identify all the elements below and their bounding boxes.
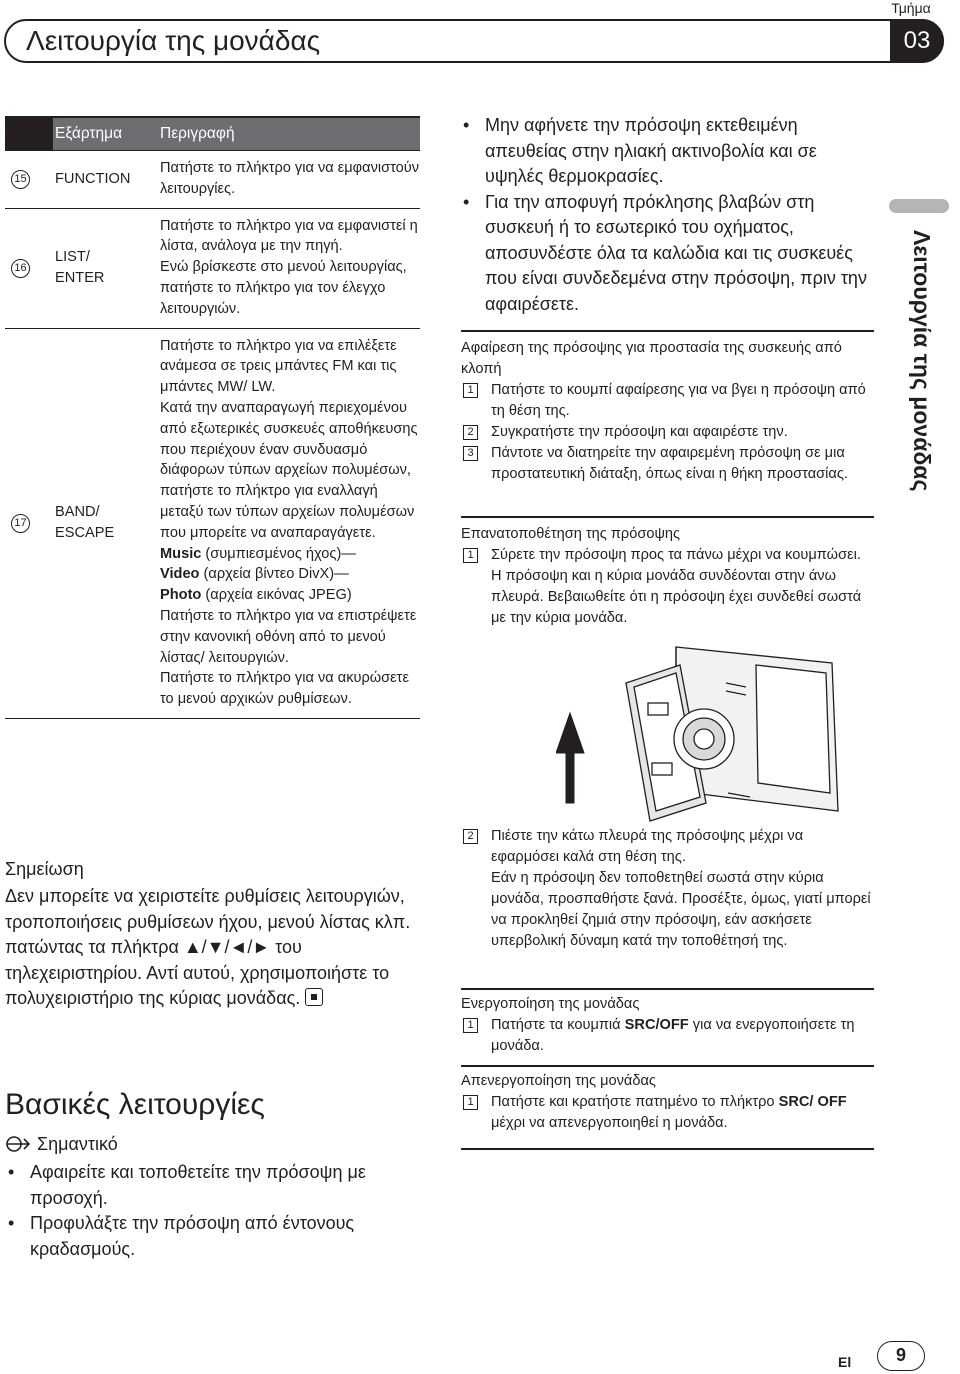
procedure-title: Απενεργοποίηση της μονάδας (461, 1073, 656, 1089)
step-number: 1 (463, 1095, 478, 1110)
note-heading: Σημείωση (5, 859, 84, 879)
step-number: 2 (463, 829, 478, 844)
media-type-desc: (συμπιεσμένος ήχος)— (201, 545, 356, 562)
step-number: 3 (463, 446, 478, 461)
list-item: • Προφυλάξτε την πρόσοψη από έντονους κραδασμούς. (5, 1211, 405, 1262)
step-text-part: για να ενεργοποιήσετε τη μονάδα. (491, 1017, 855, 1054)
procedure-step (461, 1015, 874, 1057)
procedure-step (461, 380, 874, 422)
step-note: Η πρόσοψη και η κύρια μονάδα συνδέονται στην άνω πλευρά. Βεβαιωθείτε ότι η πρόσοψη έχει συνδεθεί σωστά με την κύρια μονάδα. (491, 568, 862, 626)
step-note: Εάν η πρόσοψη δεν τοποθετηθεί σωστά στην κύρια μονάδα, προσπαθήστε ξανά. Προσέξτε, όμως, γιατί μπορεί να προκληθεί ζημιά στην πρόσοψη, εάν ασκήσετε υπερβολική δύναμη κατά την τοποθέτησή της. (491, 870, 871, 949)
row-description-text: Πατήστε το πλήκτρο για να εμφανιστεί η λίστα, ανάλογα με την πηγή. Ενώ βρίσκεστε στο μενού λειτουργίας, πατήστε το πλήκτρο για τον έλεγχο λειτουργιών. (160, 217, 418, 317)
list-item: • Μην αφήνετε την πρόσοψη εκτεθειμένη απευθείας στην ηλιακή ακτινοβολία και σε υψηλές θερμοκρασίες. (460, 113, 875, 190)
procedure-step (461, 826, 874, 868)
procedure-step (461, 443, 874, 485)
reattach-panel-step-2 (461, 826, 874, 952)
end-of-section-icon (305, 988, 323, 1006)
important-list (5, 1160, 405, 1262)
media-type-label: Photo (160, 587, 202, 604)
step-text-part: Πατήστε τα κουμπιά (491, 1017, 625, 1033)
procedure-title: Αφαίρεση της πρόσοψης για προστασία της συσκευής από κλοπή (461, 340, 842, 377)
section-label: Τμήμα (891, 0, 931, 16)
table-row (5, 151, 420, 209)
step-text-part: Πατήστε και κρατήστε πατημένο το πλήκτρο (491, 1094, 779, 1110)
step-text: Πατήστε το κουμπί αφαίρεσης για να βγει η πρόσοψη από τη θέση της. (491, 382, 866, 419)
key-name: SRC/OFF (624, 1017, 689, 1033)
section-heading: Βασικές λειτουργίες (5, 1088, 265, 1121)
side-tab-label: Λειτουργία της μονάδας (909, 230, 935, 492)
media-type-video (160, 564, 420, 585)
procedure-title: Ενεργοποίηση της μονάδας (461, 996, 640, 1012)
row-description-text: Πατήστε το πλήκτρο για να επιλέξετε ανάμεσα σε τρεις μπάντες FM και τις μπάντες MW/ LW. Κατά την αναπαραγωγή περιεχομένου από εξωτερικές συσκευές αποθήκευσης που περιέχουν έναν συνδυασμό διάφορων τύπων αρχείων πολυμέσων, πατήστε το πλήκτρο για εναλλαγή μεταξύ των τύπων αρχείων πολυμέσων που μπορείτε να αναπαραγάγετε. (160, 337, 418, 541)
button-name-line: BAND/ (55, 504, 100, 521)
page-number: 9 (877, 1341, 925, 1371)
button-name-line: LIST/ (55, 249, 90, 266)
procedure-step (461, 422, 874, 443)
button-name: FUNCTION (55, 170, 131, 187)
power-off-procedure (461, 1065, 874, 1150)
procedure-title: Επανατοποθέτηση της πρόσοψης (461, 526, 681, 542)
row-description-text: Πατήστε το πλήκτρο για να επιστρέψετε στην κανονική οθόνη από το μενού λίστας/ λειτουργιών. Πατήστε το πλήκτρο για να ακυρώσετε το μενού αρχικών ρυθμίσεων. (160, 607, 417, 708)
note-body (5, 884, 415, 1012)
row-description: Πατήστε το πλήκτρο για να εμφανιστούν λειτουργίες. (160, 160, 420, 197)
table-header-description: Περιγραφή (158, 118, 420, 150)
step-number: 1 (463, 548, 478, 563)
side-tab-bar (889, 199, 949, 213)
button-name-line: ENTER (55, 270, 105, 287)
step-text (491, 1092, 874, 1134)
step-text: Συγκρατήστε την πρόσοψη και αφαιρέστε την. (491, 424, 788, 440)
button-name-line: ESCAPE (55, 525, 115, 542)
media-type-music (160, 544, 420, 565)
media-type-photo (160, 585, 420, 606)
remove-panel-procedure (461, 330, 874, 485)
important-heading (5, 1131, 118, 1157)
step-number: 1 (463, 383, 478, 398)
step-number: 1 (463, 1018, 478, 1033)
step-text: Πάντοτε να διατηρείτε την αφαιρεμένη πρόσοψη σε μια προστατευτική διάταξη, όπως είναι η θήκη προστασίας. (491, 445, 848, 482)
table-header (5, 116, 420, 151)
item-number: 17 (11, 514, 30, 533)
media-type-desc: (αρχεία εικόνας JPEG) (201, 587, 352, 604)
list-item: • Για την αποφυγή πρόκλησης βλαβών στη συσκευή ή το εσωτερικό του οχήματος, αποσυνδέστε όλα τα καλώδια και τις συσκευές που είναι συνδεδεμένα στην πρόσοψη, πριν την αφαιρέσετε. (460, 190, 875, 318)
procedure-step (461, 545, 874, 566)
caution-list (460, 113, 875, 317)
item-number: 15 (11, 170, 30, 189)
note-text: Δεν μπορείτε να χειριστείτε ρυθμίσεις λειτουργιών, τροποποιήσεις ρυθμίσεων ήχου, μενού λίστας κλπ. πατώντας τα πλήκτρα ▲/▼/◄/► του τηλεχειριστηρίου. Αντί αυτού, χρησιμοποιήστε το πολυχειριστήριο της κύριας μονάδας. (5, 886, 411, 1008)
media-type-label: Video (160, 566, 200, 583)
power-on-procedure (461, 988, 874, 1057)
table-row (5, 209, 420, 329)
important-icon (5, 1134, 31, 1154)
list-item: • Αφαιρείτε και τοποθετείτε την πρόσοψη με προσοχή. (5, 1160, 405, 1211)
page-title: Λειτουργία της μονάδας (26, 25, 321, 56)
button-name (53, 329, 158, 718)
table-row (5, 329, 420, 719)
step-text: Πιέστε την κάτω πλευρά της πρόσοψης μέχρι να εφαρμόσει καλά στη θέση της. (491, 828, 804, 865)
language-code: El (838, 1354, 852, 1370)
step-text-part: μέχρι να απενεργοποιηθεί η μονάδα. (491, 1115, 728, 1131)
reattach-panel-procedure (461, 516, 874, 629)
controls-table (5, 116, 420, 719)
row-description (158, 329, 420, 718)
key-name: SRC/ OFF (778, 1094, 847, 1110)
row-description (158, 209, 420, 328)
important-label: Σημαντικό (37, 1134, 118, 1154)
table-header-button: Εξάρτημα (53, 118, 158, 150)
item-number: 16 (11, 259, 30, 278)
media-type-label: Music (160, 545, 202, 562)
step-text: Σύρετε την πρόσοψη προς τα πάνω μέχρι να κουμπώσει. (491, 547, 861, 563)
section-number-badge: 03 (890, 19, 944, 63)
media-type-desc: (αρχεία βίντεο DivX)— (199, 566, 349, 583)
table-header-number (5, 118, 53, 150)
button-name (53, 209, 158, 328)
step-number: 2 (463, 425, 478, 440)
procedure-step (461, 1092, 874, 1134)
front-panel-illustration (556, 643, 844, 823)
step-text (491, 1015, 874, 1057)
